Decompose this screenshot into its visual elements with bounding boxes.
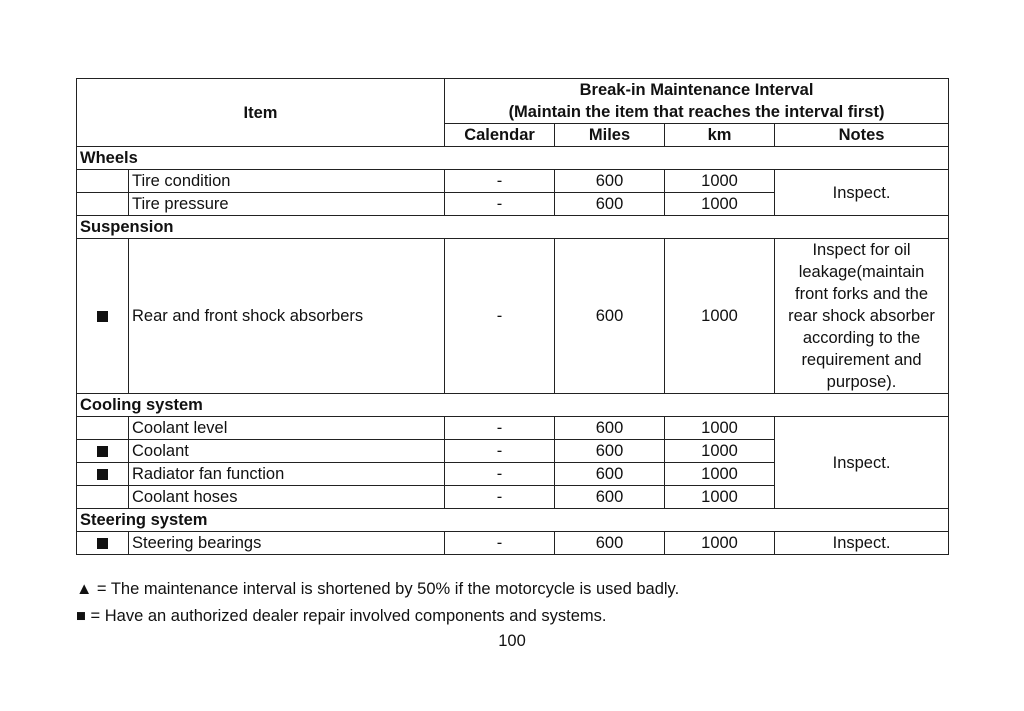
miles-cell: 600 xyxy=(555,193,665,216)
footnote-square: ■ = Have an authorized dealer repair involved components and systems. xyxy=(76,607,607,625)
header-interval-title: Break-in Maintenance Interval xyxy=(579,81,814,99)
note-line: purpose). xyxy=(826,373,897,391)
header-interval xyxy=(445,79,949,124)
header-interval-subtitle: (Maintain the item that reaches the interval first) xyxy=(508,103,885,121)
note-line: Inspect for oil xyxy=(812,241,911,259)
header-km: km xyxy=(665,124,775,147)
item-cell: Tire condition xyxy=(129,170,445,193)
calendar-cell: - xyxy=(445,239,555,394)
note-line: front forks and the xyxy=(795,285,929,303)
note-line: requirement and xyxy=(801,351,922,369)
km-cell: 1000 xyxy=(665,440,775,463)
calendar-cell: - xyxy=(445,463,555,486)
header-miles: Miles xyxy=(555,124,665,147)
km-cell: 1000 xyxy=(665,532,775,555)
item-cell: Coolant xyxy=(129,440,445,463)
table-row xyxy=(77,170,949,193)
section-title-steering: Steering system xyxy=(77,509,949,532)
miles-cell: 600 xyxy=(555,532,665,555)
notes-cell xyxy=(775,239,949,394)
section-title-wheels: Wheels xyxy=(77,147,949,170)
km-cell: 1000 xyxy=(665,463,775,486)
dealer-square-icon xyxy=(97,538,108,549)
marker-cell xyxy=(77,193,129,216)
calendar-cell: - xyxy=(445,532,555,555)
section-title-suspension: Suspension xyxy=(77,216,949,239)
maintenance-table xyxy=(76,78,949,555)
calendar-cell: - xyxy=(445,170,555,193)
marker-cell xyxy=(77,239,129,394)
dealer-square-icon xyxy=(97,469,108,480)
header-item: Item xyxy=(77,79,445,147)
table-row xyxy=(77,239,949,394)
marker-cell xyxy=(77,463,129,486)
footnotes xyxy=(76,578,679,632)
marker-cell xyxy=(77,417,129,440)
item-cell: Coolant hoses xyxy=(129,486,445,509)
header-notes: Notes xyxy=(775,124,949,147)
calendar-cell: - xyxy=(445,417,555,440)
note-line: according to the xyxy=(802,329,921,347)
miles-cell: 600 xyxy=(555,417,665,440)
miles-cell: 600 xyxy=(555,239,665,394)
marker-cell xyxy=(77,440,129,463)
calendar-cell: - xyxy=(445,193,555,216)
item-cell: Steering bearings xyxy=(129,532,445,555)
header-calendar: Calendar xyxy=(445,124,555,147)
miles-cell: 600 xyxy=(555,463,665,486)
km-cell: 1000 xyxy=(665,170,775,193)
marker-cell xyxy=(77,170,129,193)
note-line: leakage(maintain xyxy=(798,263,925,281)
note-line: rear shock absorber xyxy=(788,307,935,325)
notes-cell: Inspect. xyxy=(775,532,949,555)
km-cell: 1000 xyxy=(665,239,775,394)
marker-cell xyxy=(77,532,129,555)
footnote-triangle: ▲ = The maintenance interval is shortened by 50% if the motorcycle is used badly. xyxy=(76,580,680,598)
miles-cell: 600 xyxy=(555,486,665,509)
km-cell: 1000 xyxy=(665,486,775,509)
item-cell: Tire pressure xyxy=(129,193,445,216)
item-cell: Coolant level xyxy=(129,417,445,440)
table-row xyxy=(77,532,949,555)
miles-cell: 600 xyxy=(555,440,665,463)
section-title-cooling: Cooling system xyxy=(77,394,949,417)
calendar-cell: - xyxy=(445,440,555,463)
item-cell: Rear and front shock absorbers xyxy=(129,239,445,394)
page-number: 100 xyxy=(498,632,526,650)
notes-cell: Inspect. xyxy=(775,170,949,216)
table-row xyxy=(77,417,949,440)
km-cell: 1000 xyxy=(665,193,775,216)
km-cell: 1000 xyxy=(665,417,775,440)
dealer-square-icon xyxy=(97,446,108,457)
marker-cell xyxy=(77,486,129,509)
miles-cell: 600 xyxy=(555,170,665,193)
item-cell: Radiator fan function xyxy=(129,463,445,486)
dealer-square-icon xyxy=(97,311,108,322)
notes-cell: Inspect. xyxy=(775,417,949,509)
calendar-cell: - xyxy=(445,486,555,509)
